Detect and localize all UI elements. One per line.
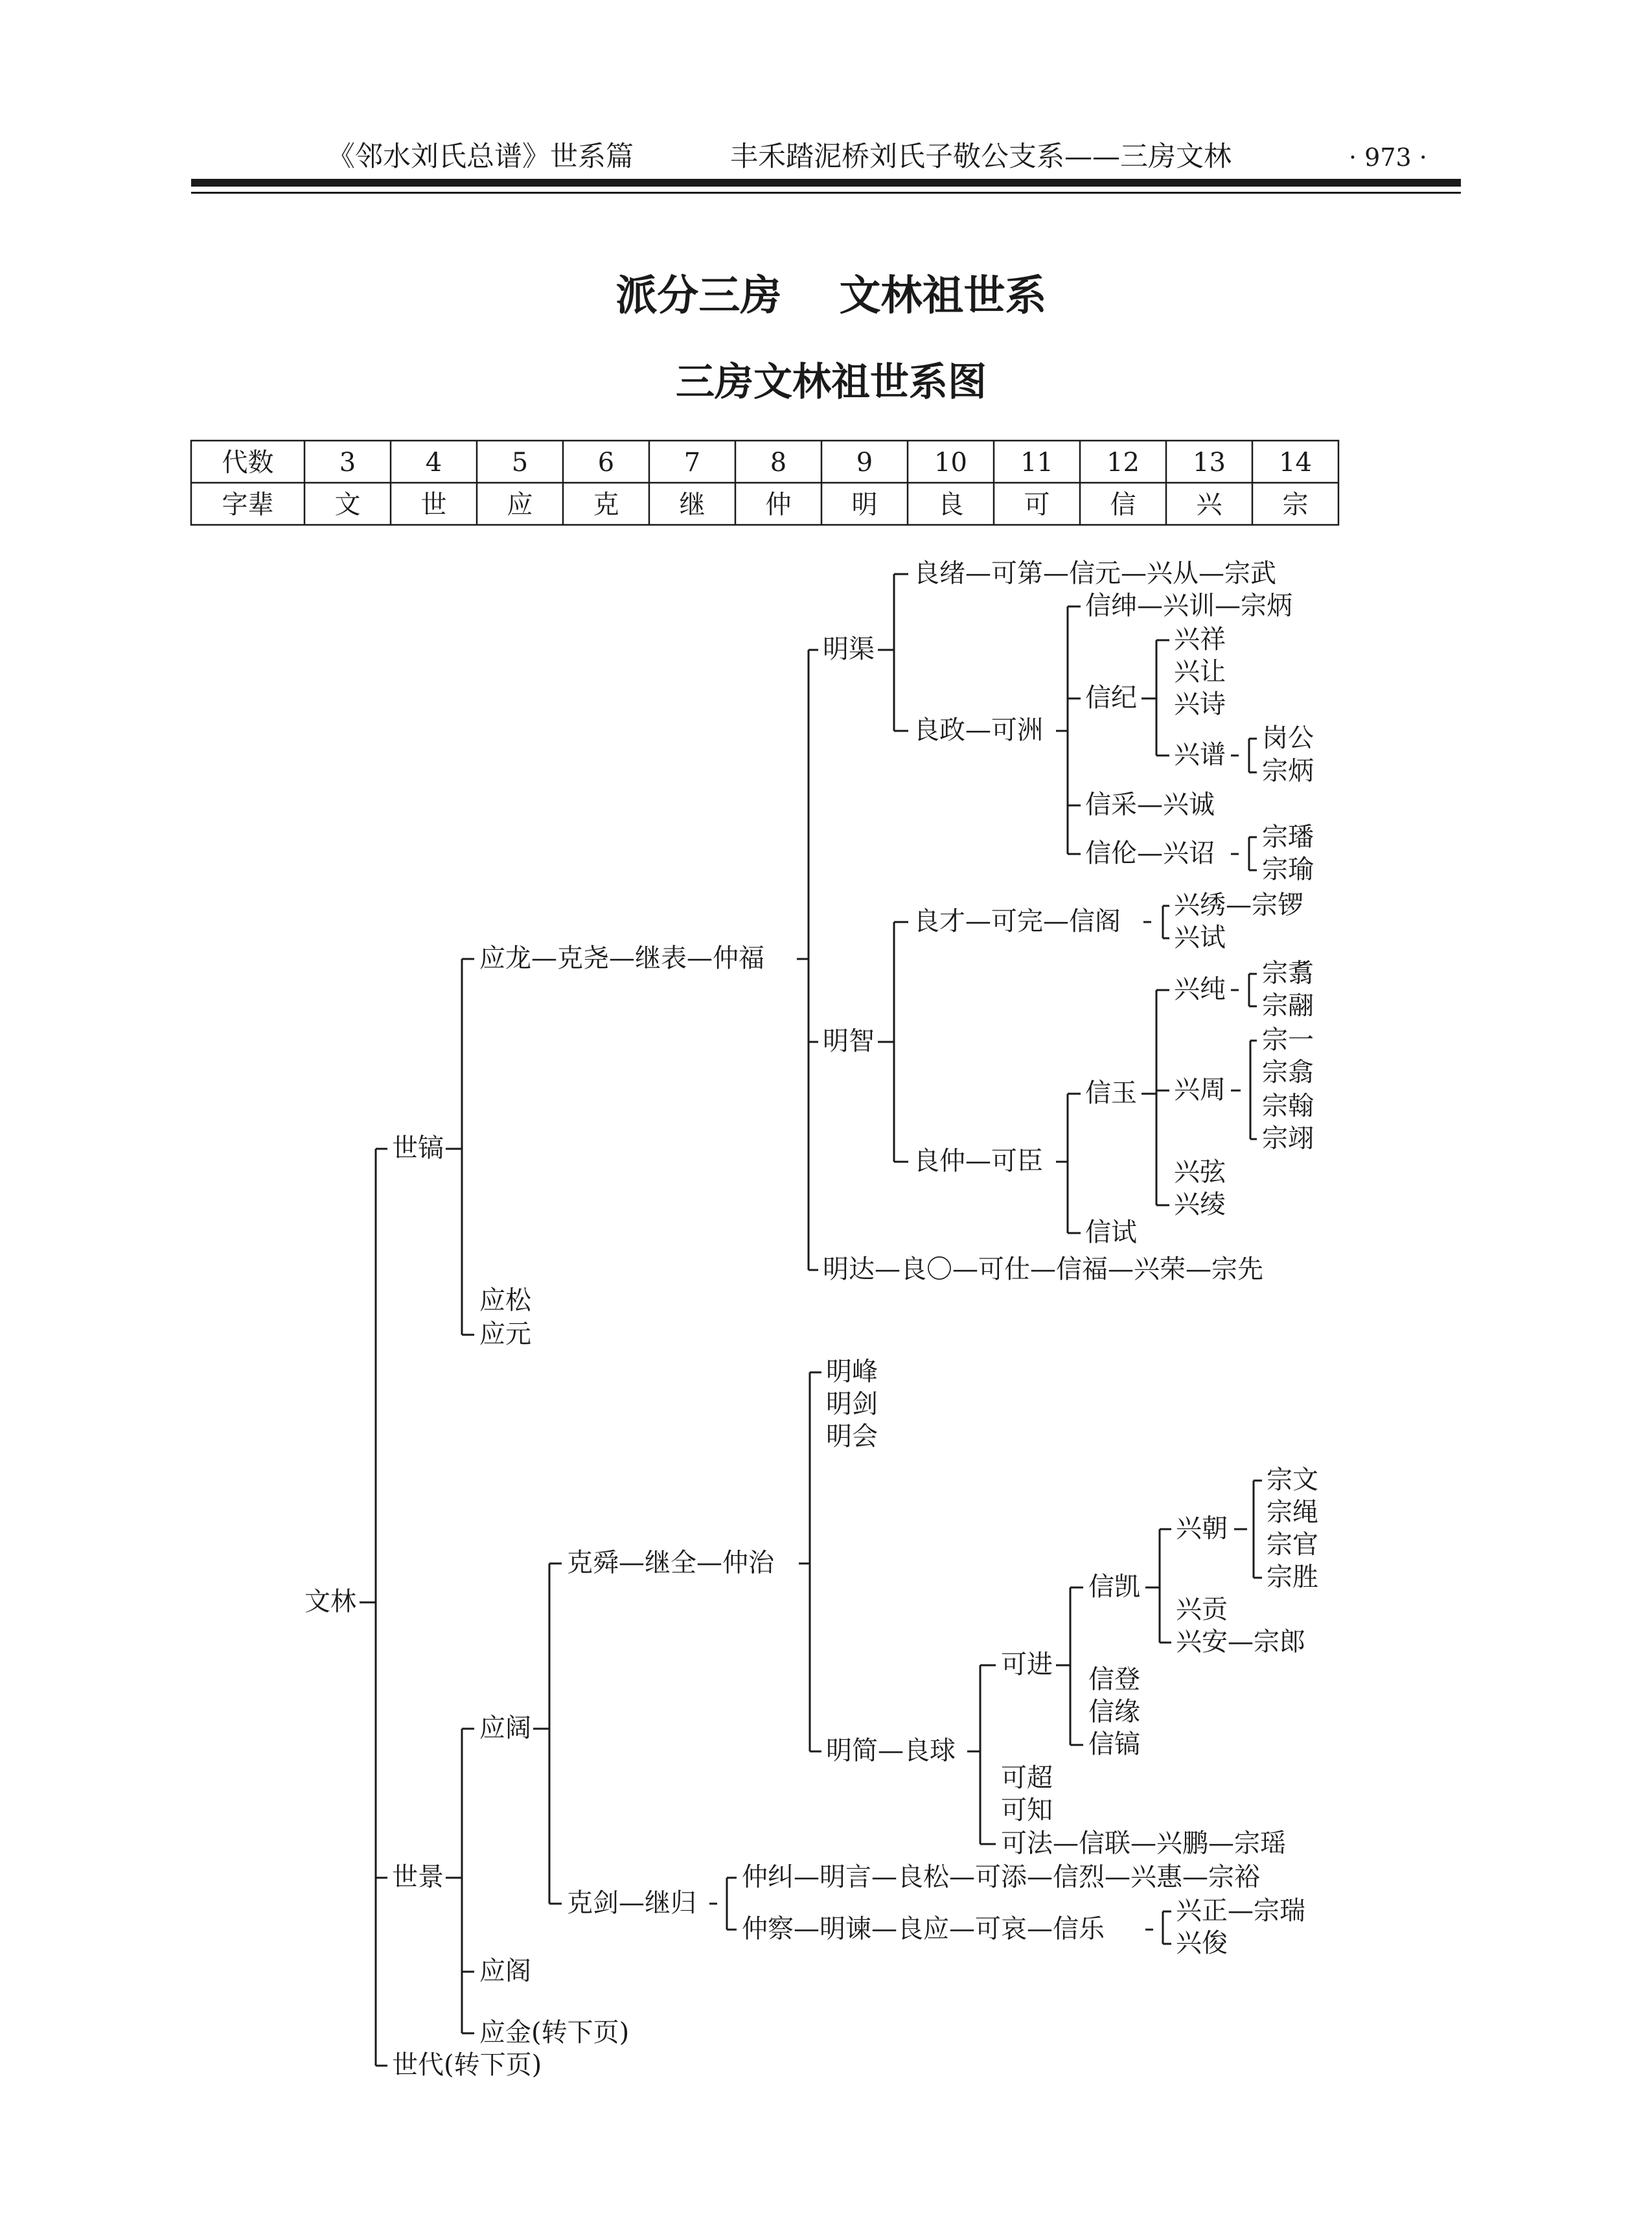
table-cell-character: 应 [507,490,533,520]
node-shihao: 世镐 [392,1133,444,1163]
node-liangzhong: 良仲—可臣 [913,1146,1043,1176]
node-gangong: 岗公 [1262,723,1314,753]
header-book-title: 《邻水刘氏总谱》世系篇 [327,141,634,173]
node-zongfan: 宗璠 [1262,822,1314,852]
table-cell-number: 13 [1193,448,1226,478]
node-zongbing-2: 宗炳 [1262,756,1314,786]
node-xingchao: 兴朝 [1176,1514,1228,1543]
node-yingjin: 应金(转下页) [479,2018,630,2048]
table-cell-number: 8 [770,448,787,478]
table-cell-number: 14 [1279,448,1312,478]
node-xingzheng: 兴正—宗瑞 [1176,1896,1305,1926]
node-mingzhi: 明智 [823,1026,875,1056]
table-cell-character: 明 [851,490,878,520]
node-xinggong: 兴贡 [1176,1595,1228,1624]
genealogy-tree [304,559,1318,2080]
node-liangxu: 良绪—可第—信元—兴从—宗武 [913,559,1276,588]
node-xinyu: 信玉 [1085,1078,1137,1108]
node-mingda: 明达—良〇—可仕—信福—兴荣—宗先 [823,1254,1263,1284]
node-xinshi: 信试 [1085,1217,1137,1247]
node-minghui: 明会 [826,1422,878,1451]
node-xindeng: 信登 [1088,1665,1140,1694]
table-cell-character: 仲 [765,490,792,520]
node-zongweng: 宗翕 [1262,1057,1314,1087]
node-yingge: 应阁 [479,1956,531,1986]
node-zhongcha: 仲察—明谏—良应—可哀—信乐 [742,1914,1105,1944]
node-zongyi-2: 宗翊 [1262,1124,1314,1153]
table-cell-number: 11 [1020,448,1053,478]
node-xingjun: 兴俊 [1176,1928,1228,1958]
generation-table [191,441,1338,525]
node-wenlin: 文林 [304,1587,356,1617]
node-zongsheng-2: 宗胜 [1267,1562,1318,1592]
node-zongao: 宗翥 [1262,958,1314,988]
node-kechao: 可超 [1001,1763,1053,1793]
table-cell-character: 继 [679,490,706,520]
node-zongyu: 宗瑜 [1262,855,1314,884]
node-zongwen: 宗文 [1267,1465,1318,1495]
node-kezhi: 可知 [1001,1795,1053,1825]
node-shijing: 世景 [392,1862,444,1892]
node-zongyi: 宗一 [1262,1025,1314,1055]
header-page-number: · 973 · [1349,143,1427,172]
node-xinji: 信纪 [1085,683,1137,713]
node-xingchun: 兴纯 [1174,975,1226,1004]
node-kejian: 克剑—继归 [567,1888,696,1918]
node-yingyuan: 应元 [479,1319,531,1349]
node-zhongjiu: 仲纠—明言—良松—可添—信烈—兴惠—宗裕 [742,1862,1260,1892]
node-xingshi-2: 兴试 [1174,923,1226,952]
node-zongsheng: 宗绳 [1267,1497,1318,1527]
node-xinhao: 信镐 [1088,1729,1140,1759]
node-kejin: 可进 [1001,1650,1053,1679]
table-cell-number: 6 [597,448,615,478]
node-xingxiang: 兴祥 [1174,625,1226,654]
table-cell-number: 5 [511,448,529,478]
table-header-generation-number: 代数 [222,448,274,478]
header-rule-thin [191,192,1461,194]
node-xinshen: 信绅—兴训—宗炳 [1085,591,1292,621]
node-zongguan: 宗官 [1267,1530,1318,1560]
node-zongli: 宗翮 [1262,991,1314,1021]
chart-title: 三房文林祖世系图 [676,360,987,405]
node-mingjian-2: 明简—良球 [826,1736,956,1766]
node-liangcai: 良才—可完—信阁 [913,906,1121,936]
table-cell-character: 信 [1110,490,1136,520]
table-cell-character: 文 [334,490,361,520]
node-liangzheng: 良政—可洲 [913,715,1043,745]
table-cell-character: 兴 [1196,490,1222,520]
table-cell-character: 良 [937,490,964,520]
node-shidai: 世代(转下页) [392,2050,542,2080]
header-section-title: 丰禾踏泥桥刘氏子敬公支系——三房文林 [730,141,1232,173]
table-cell-character: 克 [593,490,619,520]
node-yingkuo: 应阔 [479,1713,531,1743]
table-cell-character: 可 [1024,490,1050,520]
table-header-generation-character: 字辈 [222,490,274,520]
node-mingjian: 明剑 [826,1389,878,1419]
running-header [191,141,1461,194]
node-yinglong: 应龙—克尧—继表—仲福 [479,943,764,973]
header-rule-thick [191,179,1461,187]
node-xingrang: 兴让 [1174,657,1226,687]
table-cell-number: 7 [683,448,701,478]
node-mingqu: 明渠 [823,634,875,664]
node-xingxiu: 兴绣—宗锣 [1174,890,1303,920]
table-cell-number: 10 [934,448,967,478]
node-xingan: 兴安—宗郎 [1176,1627,1305,1657]
node-xingzhou: 兴周 [1174,1075,1226,1105]
node-xingpu: 兴谱 [1174,740,1226,770]
table-cell-number: 4 [425,448,442,478]
table-cell-number: 12 [1107,448,1140,478]
node-xinlun: 信伦—兴诏 [1085,838,1215,868]
node-yingsong: 应松 [479,1286,531,1315]
node-kefa: 可法—信联—兴鹏—宗瑶 [1001,1829,1286,1858]
table-cell-number: 3 [339,448,356,478]
node-xingxian: 兴弦 [1174,1157,1226,1187]
node-zonghan: 宗翰 [1262,1091,1314,1121]
node-keshun: 克舜—继全—仲治 [567,1548,774,1578]
node-xinyuan: 信缘 [1088,1697,1140,1727]
table-cell-number: 9 [856,448,873,478]
node-xingling: 兴绫 [1174,1190,1226,1219]
node-xinkai: 信凯 [1088,1572,1140,1602]
table-cell-character: 世 [420,490,447,520]
node-xingshi: 兴诗 [1174,689,1226,719]
node-xincai: 信采—兴诚 [1085,790,1215,820]
node-mingfeng: 明峰 [826,1357,878,1387]
page-title: 派分三房 文林祖世系 [615,271,1047,320]
table-cell-character: 宗 [1282,490,1309,520]
